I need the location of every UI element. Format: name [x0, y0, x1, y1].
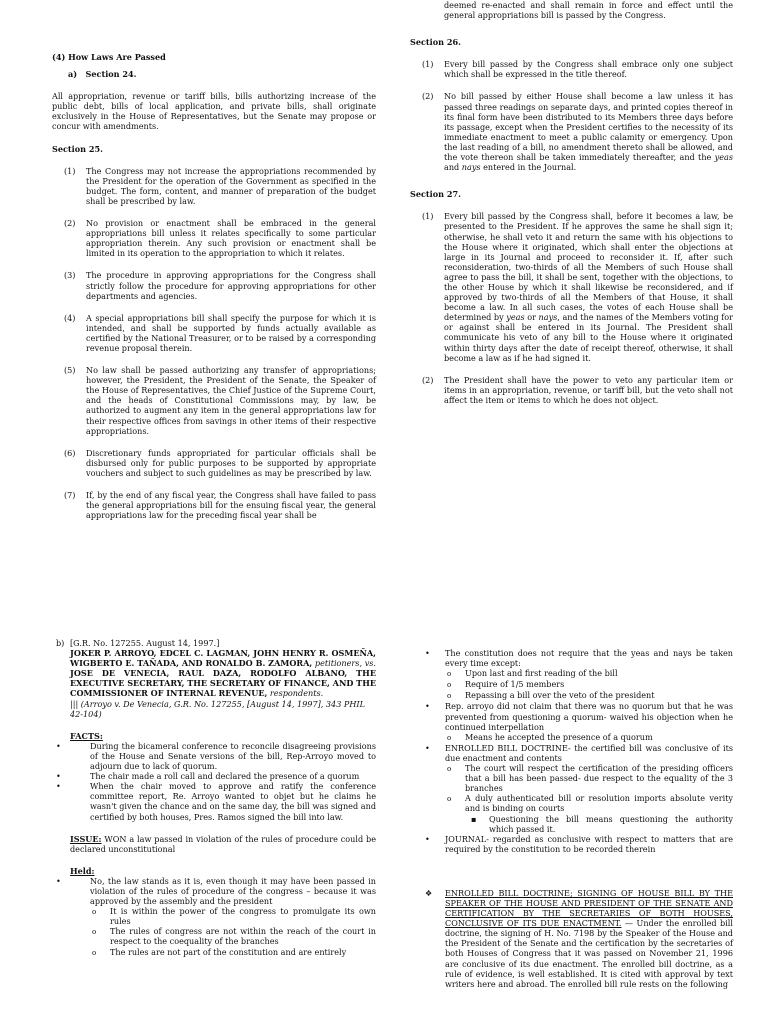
section-25-item	[52, 365, 376, 436]
section-25-item-7-continuation: deemed re-enacted and shall remain in force and effect until the general appropriations bill is passed by the Congress.	[444, 0, 733, 21]
item-text: No law shall be passed authorizing any transfer of appropriations; however, the President, the President of the Senate, the Speaker of the House of Representatives, the Chief Justice of the Supreme Court, and the heads of Constitutional Commissions may, by law, be authorized to augment any item in the general appropriations law for their respective offices from savings in other items of their respective appropriations.	[86, 365, 376, 436]
notes-sub-sub-bullet	[425, 814, 733, 834]
bullet-text: Require of 1/5 members	[465, 679, 565, 690]
page2-right-column	[425, 638, 733, 989]
bullet-marker	[56, 781, 90, 821]
bullet-marker	[56, 741, 90, 771]
page1-right-column	[410, 0, 733, 405]
item-number: (1)	[422, 211, 434, 222]
notes-sub-bullet	[425, 732, 733, 743]
nays-term: nays	[538, 312, 558, 323]
item-text: A special appropriations bill shall specify the purpose for which it is intended, and shall be supported by funds actually available as certified by the National Treasurer, or to be raised by a corresponding revenue proposal therein.	[86, 312, 376, 353]
bullet-marker	[92, 926, 110, 946]
item-number: (1)	[64, 165, 76, 176]
item-text-part: and	[444, 162, 462, 173]
notes-sub-bullet	[425, 690, 733, 701]
bullet-text: When the chair moved to approve and ratify the conference committee report, Re. Arroyo wanted to objet but he claims he wasn't given the chance and on the same day, the bill was signed and certified by both houses, Pres. Ramos signed the bill into law.	[90, 781, 376, 822]
notes-sub-bullet	[425, 763, 733, 793]
bullet-text: ENROLLED BILL DOCTRINE- the certified bill was conclusive of its due enactment and contents	[445, 742, 733, 763]
item-number: (6)	[64, 447, 76, 458]
bullet-marker	[447, 793, 465, 813]
facts-heading: FACTS:	[70, 730, 103, 741]
bullet-text: The rules of congress are not within the reach of the court in respect to the coequality of the branches	[110, 926, 376, 947]
section-26-item	[410, 91, 733, 172]
bullet-text: The rules are not part of the constitution and are entirely	[110, 946, 347, 957]
yeas-term: yeas	[506, 312, 525, 323]
held-bullet	[70, 876, 376, 906]
bullet-marker	[447, 690, 465, 701]
bullet-marker	[447, 668, 465, 679]
diamond-bullet-icon	[425, 888, 445, 989]
bullet-text: Rep. arroyo did not claim that there was no quorum but that he was prevented from questioning a quorum- waived his objection when he continued interpellation	[445, 701, 733, 732]
petitioners-label: petitioners	[312, 658, 360, 669]
bullet-text: Upon last and first reading of the bill	[465, 668, 618, 679]
page2-left-column	[56, 638, 377, 958]
item-number: (3)	[64, 270, 76, 281]
section-27-heading: Section 27.	[410, 189, 461, 200]
bullet-marker	[92, 947, 110, 958]
held-sub-bullet	[70, 926, 376, 946]
item-text-part: Every bill passed by the Congress shall, before it becomes a law, be presented to the President. If he approves the same he shall sign it; otherwise, he shall veto it and return the same with his objections to the House where it originated, which shall enter the objections at large in its Journal and proceed to reconsider it. If, after such reconsideration, two-thirds of all the Members of such House shall agree to pass the bill, it shall be sent, together with the objections, to the other House by which it shall likewise be reconsidered, and if approved by two-thirds of all the Members of that House, it shall become a law. In all such cases, the votes of each House shall be determined by	[444, 211, 733, 323]
bullet-marker	[425, 701, 445, 731]
item-number: (2)	[422, 91, 434, 102]
issue-text: WON a law passed in violation of the rules of procedure could be declared unconstitutional	[70, 833, 376, 854]
bullet-text: During the bicameral conference to reconcile disagreeing provisions of the House and Senate versions of the bill, Rep-Arroyo moved to adjourn due to lack of quorum.	[90, 740, 376, 772]
item-text-part: No bill passed by either House shall become a law unless it has passed three readings on separate days, and printed copies thereof in its final form have been distributed to its Members three days before its passage, except when the President certifies to the necessity of its immediate enactment to meet a public calamity or emergency. Upon the last reading of a bill, no amendment thereto shall be allowed, and the vote thereon shall be taken immediately thereafter, and the	[444, 91, 733, 163]
document-page-2	[0, 638, 768, 1024]
item-number: (2)	[64, 218, 76, 229]
bullet-marker	[425, 834, 445, 854]
item-text	[444, 91, 733, 172]
section-25-item	[52, 218, 376, 258]
item-number: (1)	[422, 59, 434, 70]
case-label: b)	[56, 638, 65, 648]
bullet-marker	[92, 906, 110, 926]
notes-sub-bullet	[425, 668, 733, 679]
notes-sub-bullet	[425, 679, 733, 690]
bullet-marker	[447, 763, 465, 793]
section-25-heading: Section 25.	[52, 143, 103, 154]
doctrine-paragraph	[425, 888, 733, 989]
item-text-part: entered in the Journal.	[480, 162, 577, 173]
item-text-part: , and the names of the Members voting for or against shall be entered in its Journal. The President shall communicate his veto of any bill to the House where it originated within thirty days after the date of receipt thereof, otherwise, it shall become a law as if he had signed it.	[444, 312, 733, 363]
section-25-item	[52, 166, 376, 206]
notes-bullet	[425, 743, 733, 763]
section-25-item	[52, 490, 376, 520]
item-number: (5)	[64, 365, 76, 376]
item-text: The procedure in approving appropriations for the Congress shall strictly follow the procedure for approving appropriations for other departments and agencies.	[86, 270, 376, 301]
bullet-marker	[447, 732, 465, 743]
bullet-text: The court will respect the certification of the presiding officers that a bill has been passed- due respect to the equality of the 3 branches	[465, 763, 733, 794]
issue-paragraph	[70, 834, 376, 854]
item-text	[444, 211, 733, 362]
case-gr-number: [G.R. No. 127255. August 14, 1997.]	[70, 638, 220, 648]
respondents-label: respondents.	[267, 688, 324, 699]
notes-bullet	[425, 701, 733, 731]
section-27-item	[410, 375, 733, 405]
held-heading: Held:	[70, 865, 95, 876]
item-number: (4)	[64, 312, 76, 323]
bullet-text: It is within the power of the congress to promulgate its own rules	[110, 906, 376, 927]
page1-left-column	[52, 0, 376, 520]
petitioners-names: JOKER P. ARROYO, EDCEL C. LAGMAN, JOHN HENRY R. OSMEÑA, WIGBERTO E. TAÑADA, AND RONALDO B. ZAMORA,	[70, 648, 376, 669]
doctrine-text: — Under the enrolled bill doctrine, the signing of H. No. 7198 by the Speaker of the House and the President of the Senate and the certification by the secretaries of both Houses of Congress that it was passed on November 21, 1996 are conclusive of its due enactment. The enrolled bill doctrine, as a rule of evidence, is well established. It is cited with approval by text writers here and abroad. The enrolled bill rule rests on the following	[445, 918, 733, 989]
section-25-item	[52, 270, 376, 300]
bullet-marker	[56, 771, 90, 781]
doctrine-heading: ENROLLED BILL DOCTRINE; SIGNING OF HOUSE BILL BY THE SPEAKER OF THE HOUSE AND PRESIDENT OF THE SENATE AND CERTIFICATION BY THE SECRETARIES OF BOTH HOUSES, CONCLUSIVE OF ITS DUE ENACTMENT.	[445, 887, 733, 929]
bullet-marker	[56, 876, 90, 906]
subheading-section-24: a) Section 24.	[68, 69, 137, 80]
section-27-item	[410, 211, 733, 362]
issue-label: ISSUE:	[70, 833, 102, 844]
notes-bullet	[425, 834, 733, 854]
bullet-text: Repassing a bill over the veto of the president	[465, 690, 655, 701]
yeas-term: yeas	[714, 152, 733, 163]
section-25-item	[52, 313, 376, 353]
held-sub-bullet	[70, 906, 376, 926]
notes-bullet	[425, 648, 733, 668]
respondents-names: JOSE DE VENECIA, RAUL DAZA, RODOLFO ALBANO, THE EXECUTIVE SECRETARY, THE SECRETARY OF FINANCE, AND THE COMMISSIONER OF INTERNAL REVENUE,	[70, 668, 377, 699]
case-citation: ||| (Arroyo v. De Venecia, G.R. No. 127255, [August 14, 1997], 343 PHIL 42-104)	[70, 698, 366, 719]
bullet-text: No, the law stands as it is, even though it may have been passed in violation of the rules of procedure of the congress – because it was approved by the assembly and the president	[90, 875, 376, 907]
section-title: (4) How Laws Are Passed	[52, 52, 166, 62]
nays-term: nays	[461, 162, 481, 173]
held-sub-bullet	[70, 947, 376, 958]
section-26-item	[410, 59, 733, 79]
bullet-text: Questioning the bill means questioning the authority which passed it.	[489, 813, 733, 834]
section-26-heading: Section 26.	[410, 37, 461, 48]
bullet-text: The constitution does not require that the yeas and nays be taken every time except:	[445, 648, 733, 669]
item-text: The Congress may not increase the appropriations recommended by the President for the operation of the Government as specified in the budget. The form, content, and manner of preparation of the budget shall be prescribed by law.	[86, 165, 376, 206]
item-number: (2)	[422, 374, 434, 385]
facts-bullet	[70, 781, 376, 821]
bullet-marker	[425, 648, 445, 668]
item-text: The President shall have the power to veto any particular item or items in an appropriation, revenue, or tariff bill, but the veto shall not affect the item or items to which he does not object.	[444, 374, 733, 405]
item-text: Every bill passed by the Congress shall embrace only one subject which shall be expressed in the title thereof.	[444, 59, 733, 80]
bullet-marker	[471, 814, 489, 834]
bullet-text: Means he accepted the presence of a quorum	[465, 731, 653, 742]
bullet-text: The chair made a roll call and declared the presence of a quorum	[90, 771, 360, 782]
item-text: No provision or enactment shall be embraced in the general appropriations bill unless it relates specifically to some particular appropriation therein. Any such provision or enactment shall be limited in its operation to the appropriation to which it relates.	[86, 218, 376, 259]
section-25-item	[52, 448, 376, 478]
facts-bullet	[70, 741, 376, 771]
notes-sub-bullet	[425, 793, 733, 813]
bullet-text: A duly authenticated bill or resolution imports absolute verity and is binding on courts	[465, 793, 733, 814]
bullet-marker	[447, 679, 465, 690]
item-text-part: or	[524, 312, 539, 323]
item-number: (7)	[64, 490, 76, 500]
doctrine-text-block	[445, 888, 733, 989]
case-parties	[70, 648, 376, 698]
section-24-text: All appropriation, revenue or tariff bills, bills authorizing increase of the public debt, bills of local application, and private bills, shall originate exclusively in the House of Representatives, but the Senate may propose or concur with amendments.	[52, 91, 376, 132]
bullet-text: JOURNAL- regarded as conclusive with respect to matters that are required by the constitution to be recorded therein	[445, 833, 733, 854]
item-text: Discretionary funds appropriated for particular officials shall be disbursed only for public purposes to be supported by appropriate vouchers and subject to such guidelines as may be prescribed by law.	[86, 447, 376, 478]
facts-bullet	[70, 771, 376, 781]
item-text: If, by the end of any fiscal year, the Congress shall have failed to pass the general appropriations bill for the ensuing fiscal year, the general appropriations law for the preceding fiscal year shall be	[86, 490, 376, 521]
versus-label: , vs.	[359, 658, 376, 669]
bullet-marker	[425, 743, 445, 763]
